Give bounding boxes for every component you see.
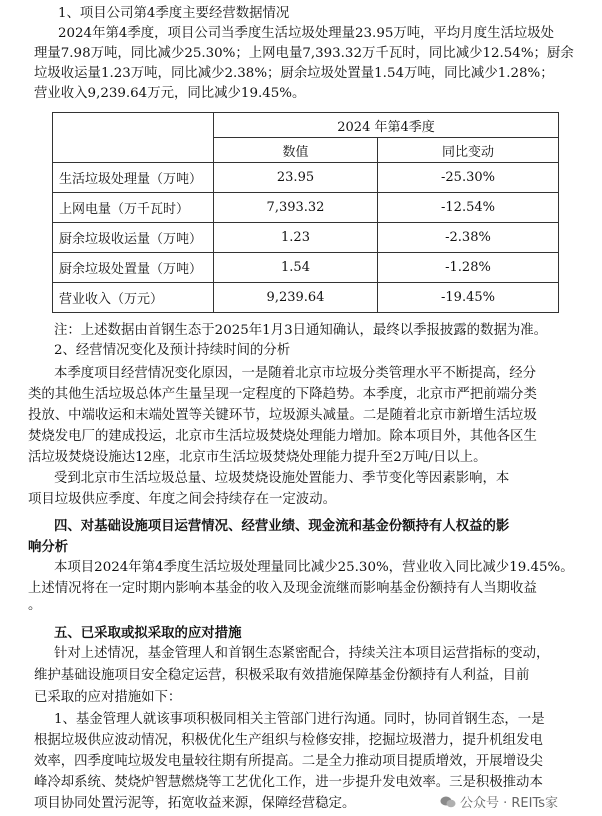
table-note: 注：上述数据由首钢生态于2025年1月3日通知确认，最终以季报披露的数据为准。 bbox=[54, 323, 548, 338]
operating-data-table bbox=[52, 112, 559, 313]
table-row-change: -25.30% bbox=[378, 163, 559, 193]
table-row-change: -1.28% bbox=[378, 253, 559, 283]
table-row bbox=[53, 223, 559, 253]
section1-line-4: 营业收入9,239.64万元，同比减少19.45%。 bbox=[34, 86, 306, 101]
section1-line-2: 理量7.98万吨，同比减少25.30%；上网电量7,393.32万千瓦时，同比减少12.54%；厨余 bbox=[34, 46, 574, 61]
section5-para1-line-1: 针对上述情况，基金管理人和首钢生态紧密配合，持续关注本项目运营指标的变动， bbox=[54, 646, 550, 661]
table-row bbox=[53, 283, 559, 313]
section4-heading-line-2: 响分析 bbox=[28, 539, 69, 555]
section2-para1-line-3: 投放、中端收运和末端处置等关键环节，垃圾源头减量。二是随着北京市新增生活垃圾 bbox=[28, 408, 537, 423]
section5-para2-line-5: 项目协同处置污泥等，拓宽收益来源，保障经营稳定。 bbox=[34, 796, 356, 811]
section2-para2-line-2: 项目垃圾供应季度、年度之间会持续存在一定波动。 bbox=[28, 492, 336, 507]
watermark-text: 公众号 · REITs家 bbox=[460, 796, 559, 811]
table-row-label: 厨余垃圾收运量（万吨） bbox=[53, 223, 214, 253]
section4-line-3: 。 bbox=[28, 598, 42, 613]
section1-heading: 1、项目公司第4季度主要经营数据情况 bbox=[58, 6, 290, 21]
section5-para1-line-3: 已采取的应对措施如下： bbox=[34, 690, 182, 705]
section2-para1-line-5: 活垃圾焚烧设施达12座，北京市生活垃圾焚烧处理能力提升至2万吨/日以上。 bbox=[28, 450, 487, 465]
table-row bbox=[53, 193, 559, 223]
section2-para1-line-1: 本季度项目经营情况变化原因，一是随着北京市垃圾分类管理水平不断提高，经分 bbox=[54, 366, 537, 381]
table-header-period-row bbox=[53, 113, 559, 138]
section2-para2-line-1: 受到北京市生活垃圾总量、垃圾焚烧设施处置能力、季节变化等因素影响，本 bbox=[54, 471, 510, 486]
section5-heading: 五、已采取或拟采取的应对措施 bbox=[54, 625, 242, 641]
watermark bbox=[440, 792, 558, 811]
wechat-icon bbox=[440, 796, 456, 808]
table-row bbox=[53, 163, 559, 193]
section2-para1-line-2: 类的其他生活垃圾总体产生量呈现一定程度的下降趋势。本季度，北京市严把前端分类 bbox=[28, 387, 537, 402]
table-row-change: -2.38% bbox=[378, 223, 559, 253]
section5-para2-line-1: 1、基金管理人就该事项积极同相关主管部门进行沟通。同时，协同首钢生态，一是 bbox=[54, 712, 545, 727]
table-row-label: 厨余垃圾处置量（万吨） bbox=[53, 253, 214, 283]
section5-para2-line-3: 效率，四季度吨垃圾发电量较往期有所提高。二是全力推动项目提质增效，开展增设尖 bbox=[34, 754, 543, 769]
section1-line-1: 2024年第4季度，项目公司当季度生活垃圾处理量23.95万吨，平均月度生活垃圾处 bbox=[58, 26, 555, 41]
section4-line-1: 本项目2024年第4季度生活垃圾处理量同比减少25.30%，营业收入同比减少19.45%。 bbox=[54, 560, 574, 575]
table-row-label: 上网电量（万千瓦时） bbox=[53, 193, 214, 223]
section2-heading: 2、经营情况变化及预计持续时间的分析 bbox=[54, 343, 291, 358]
section5-para2-line-2: 根据垃圾供应波动情况，积极优化生产组织与检修安排，挖掘垃圾潜力，提升机组发电 bbox=[34, 733, 543, 748]
table-row-label: 生活垃圾处理量（万吨） bbox=[53, 163, 214, 193]
section2-para1-line-4: 焚烧发电厂的建成投运，北京市生活垃圾焚烧处理能力增加。除本项目外，其他各区生 bbox=[28, 429, 537, 444]
table-row-change: -19.45% bbox=[378, 283, 559, 313]
section4-heading-line-1: 四、对基础设施项目运营情况、经营业绩、现金流和基金份额持有人权益的影 bbox=[54, 518, 510, 534]
table-row-value: 1.54 bbox=[214, 253, 378, 283]
table-header-period: 2024 年第4季度 bbox=[214, 113, 559, 138]
section4-line-2: 上述情况将在一定时期内影响本基金的收入及现金流继而影响基金份额持有人当期收益 bbox=[28, 581, 537, 596]
table-row bbox=[53, 253, 559, 283]
table-row-change: -12.54% bbox=[378, 193, 559, 223]
table-row-label: 营业收入（万元） bbox=[53, 283, 214, 313]
table-header-change: 同比变动 bbox=[378, 138, 559, 163]
table-row-value: 9,239.64 bbox=[214, 283, 378, 313]
section5-para2-line-4: 峰冷却系统、焚烧炉智慧燃烧等工艺优化工作，进一步提升发电效率。三是积极推动本 bbox=[34, 775, 543, 790]
section1-line-3: 垃圾收运量1.23万吨，同比减少2.38%；厨余垃圾处置量1.54万吨，同比减少1.28%； bbox=[34, 66, 554, 81]
table-corner-cell bbox=[53, 113, 214, 163]
section5-para1-line-2: 维护基础设施项目安全稳定运营，积极采取有效措施保障基金份额持有人利益，目前 bbox=[34, 668, 530, 683]
table-row-value: 23.95 bbox=[214, 163, 378, 193]
table-row-value: 7,393.32 bbox=[214, 193, 378, 223]
table-row-value: 1.23 bbox=[214, 223, 378, 253]
table-header-value: 数值 bbox=[214, 138, 378, 163]
